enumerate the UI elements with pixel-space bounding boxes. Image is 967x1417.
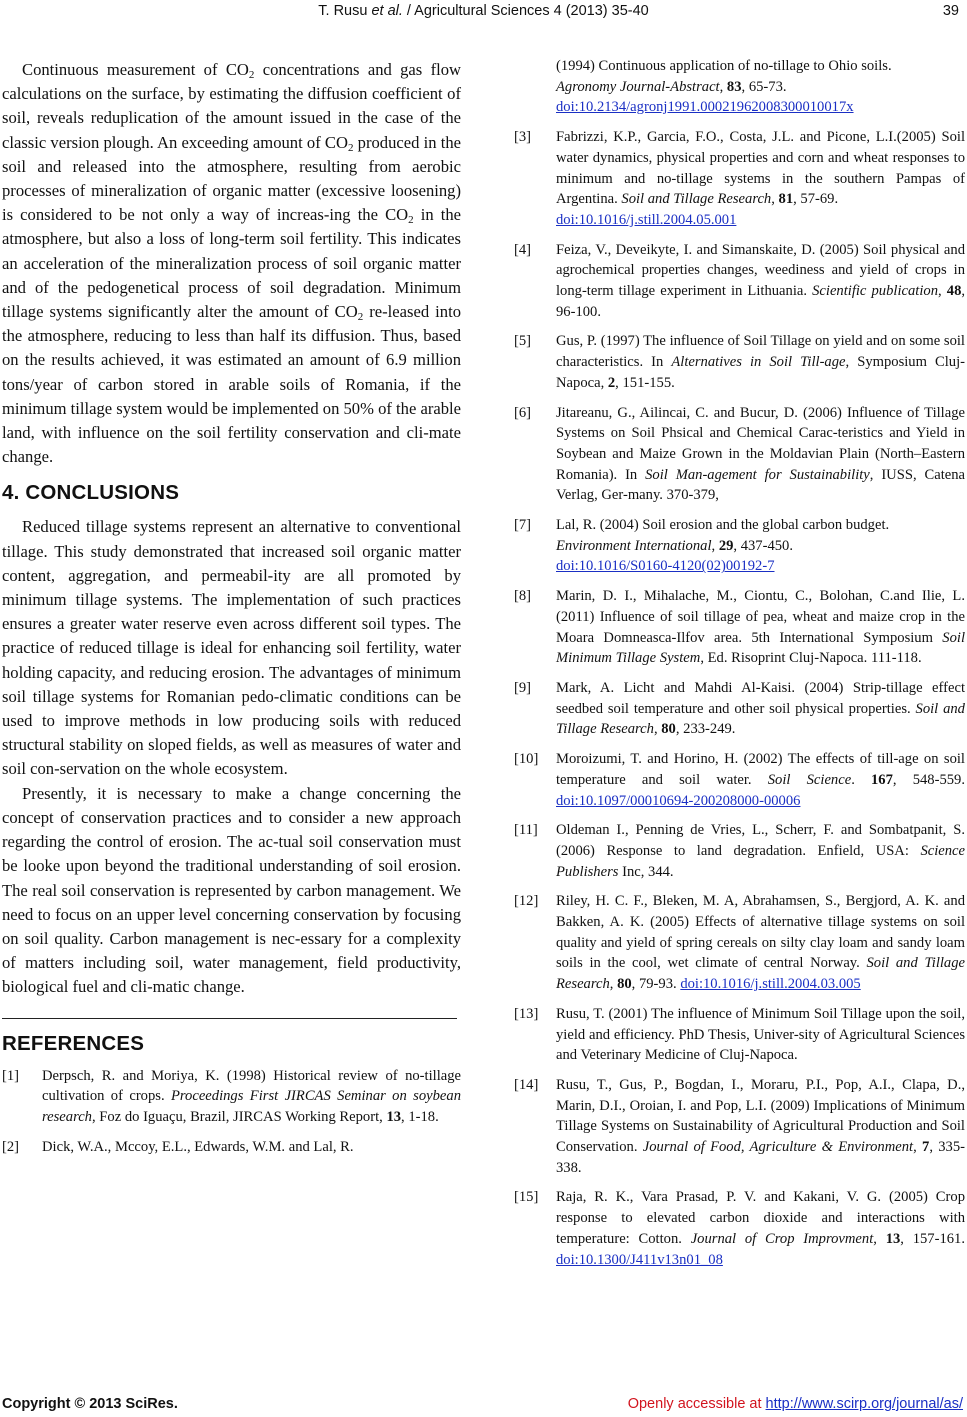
reference-source: Soil Minimum Tillage System	[556, 629, 965, 667]
subscript: 2	[408, 214, 414, 227]
open-access-notice	[628, 1396, 963, 1412]
section-divider	[2, 1018, 457, 1019]
running-header	[0, 0, 967, 26]
doi-link[interactable]: doi:10.1097/00010694-200208000-00006	[556, 792, 801, 809]
doi-link[interactable]: doi:10.1016/j.still.2004.03.005	[680, 976, 861, 993]
doi-link[interactable]: doi:10.1300/J411v13n01_08	[556, 1251, 723, 1268]
reference-number: [1]	[2, 1067, 20, 1084]
reference-item	[514, 586, 965, 669]
reference-source: Soil and Tillage Research	[621, 191, 772, 208]
reference-pages: , 157-161.	[900, 1230, 966, 1247]
reference-authors: Fabrizzi, K.P., Garcia, F.O., Costa, J.L. and Picone, L.I.(2005) Soil water dynamics, physical properties and corn and wheat responses to minimum and no-tillage systems in the southern Pampas of Argentina.	[556, 129, 965, 208]
text-run: concentrations and gas flow calculations on the surface, by estimating the diffusion coefficient of soil, reveals reduplication of the amount issued in the case of the classic version plough. An exceeding amount of CO	[2, 60, 461, 152]
reference-number: [12]	[514, 893, 539, 910]
reference-number: [15]	[514, 1189, 539, 1206]
doi-link[interactable]: doi:10.2134/agronj1991.00021962008300010017x	[556, 99, 854, 116]
reference-item	[514, 331, 965, 393]
reference-separator: .	[851, 771, 871, 788]
reference-pages: , 335-338.	[556, 1139, 965, 1176]
reference-item	[514, 127, 965, 231]
reference-pages: , 65-73.	[741, 78, 787, 95]
reference-number: [7]	[514, 517, 532, 534]
reference-authors: Gus, P. (1997) The influence of Soil Tillage on yield and on some soil characteristics. In	[556, 333, 965, 371]
reference-authors: Oldeman I., Penning de Vries, L., Scherr, F. and Sombatpanit, S. (2006) Response to land degradation. Enfield, USA:	[556, 822, 965, 859]
reference-item	[514, 891, 965, 995]
reference-volume: 80	[661, 721, 676, 738]
reference-source: Proceedings First JIRCAS Seminar on soybean research	[42, 1088, 461, 1125]
reference-item	[514, 678, 965, 740]
references-heading: REFERENCES	[2, 1031, 145, 1055]
reference-pages: , 96-100.	[556, 283, 966, 320]
reference-source: Soil Science	[767, 771, 852, 788]
open-access-label: Openly accessible at	[627, 1396, 766, 1412]
reference-item-continued	[514, 56, 965, 118]
reference-authors: Rusu, T., Gus, P., Bogdan, I., Moraru, P.I., Pop, A.I., Clapa, D., Marin, D.I., Oroian, I. and Pop, L.I. (2009) Implications of Minimum Tillage Systems on Sustainability of Agricultural Production and Soil Conservation.	[556, 1076, 965, 1156]
running-head-etal: et al.	[371, 3, 403, 19]
conclusions-heading: 4. CONCLUSIONS	[2, 481, 180, 505]
reference-item	[514, 820, 965, 882]
reference-pages: , 233-249.	[675, 721, 736, 738]
text-run: re-leased into the atmosphere, reducing to less than half its diffusion. Thus, based on the results achieved, it was estimated an amount of 6.9 million tons/year of carbon stored in arable soils of Romania, if the minimum tillage system would be implemented on 50% of the arable land, with influence on the soil fertility conservation and cli-mate change.	[2, 302, 461, 467]
reference-number: [3]	[514, 129, 532, 146]
doi-link[interactable]: doi:10.1016/S0160-4120(02)00192-7	[556, 558, 775, 575]
reference-source: Environment International	[556, 537, 712, 554]
reference-number: [11]	[514, 822, 538, 839]
reference-volume: 13	[885, 1230, 901, 1247]
reference-text	[556, 749, 965, 811]
right-column	[514, 56, 965, 1279]
reference-item	[514, 749, 965, 811]
reference-authors: Marin, D. I., Mihalache, M., Ciontu, C., Bolohan, C.and Ilie, L. (2011) Influence of soil tillage of pea, wheat and maize crop in the Moara Domneasca-Ilfov area. 5th International Symposium	[556, 588, 965, 646]
doi-link[interactable]: doi:10.1016/j.still.2004.05.001	[556, 211, 737, 228]
reference-source: Soil Man-agement for Sustainability	[645, 466, 870, 483]
reference-tail: , Foz do Iguaçu, Brazil, JIRCAS Working Report,	[91, 1108, 387, 1125]
reference-tail: , Symposium Cluj-Napoca,	[556, 354, 966, 391]
page-number: 39	[942, 3, 959, 19]
reference-source: Soil and Tillage Research	[556, 955, 965, 993]
reference-number: [13]	[514, 1005, 539, 1022]
left-column	[2, 58, 461, 1157]
reference-text: Raja, R. K., Vara Prasad, P. V. and Kakani, V. G. (2005) Crop response to elevated carbon dioxide and interactions with temperature: Cotton. Journal of Crop Improvment, 13, 157-161. doi:10.1300/J411v13n01_08	[556, 1189, 966, 1268]
reference-pages: , 151-155.	[615, 374, 675, 391]
reference-source: Scientific publication	[812, 283, 938, 300]
reference-authors: Feiza, V., Deveikyte, I. and Simanskaite, D. (2005) Soil physical and agrochemical properties changes, weediness and yield of crops in long-term tillage experiment in Lithuania.	[556, 241, 965, 300]
reference-volume: 83	[726, 78, 742, 95]
reference-number: [2]	[2, 1138, 20, 1155]
reference-text: Lal, R. (2004) Soil erosion and the global carbon budget. Environment International, 29, 437-450. doi:10.1016/S0160-4120(02)00192-7	[556, 517, 890, 575]
reference-number: [5]	[514, 333, 532, 350]
reference-text: (1994) Continuous application of no-tillage to Ohio soils. Agronomy Journal-Abstract, 83, 65-73. doi:10.2134/agronj1991.00021962008300010017x	[556, 58, 892, 116]
reference-text: Riley, H. C. F., Bleken, M. A, Abrahamsen, S., Bergjord, A. K. and Bakken, A. K. (2005) Effects of alternative tillage systems on soil quality and yield of spring cereals on silty clay loam and sandy loam soils in the cool, wet climate of central Norway. Soil and Tillage Research, 80, 79-93. doi:10.1016/j.still.2004.03.005	[556, 893, 965, 993]
reference-authors: Raja, R. K., Vara Prasad, P. V. and Kakani, V. G. (2005) Crop response to elevated carbon dioxide and interactions with temperature: Cotton.	[556, 1189, 965, 1247]
text-run: Continuous measurement of CO	[22, 60, 249, 79]
running-head	[0, 3, 967, 19]
copyright-notice: Copyright © 2013 SciRes.	[2, 1396, 178, 1412]
reference-item	[514, 515, 965, 577]
reference-number-spacer	[514, 56, 556, 118]
reference-item	[514, 1187, 965, 1270]
reference-text	[556, 331, 965, 393]
reference-text	[556, 586, 965, 669]
reference-text: Feiza, V., Deveikyte, I. and Simanskaite, D. (2005) Soil physical and agrochemical properties changes, weediness and yield of crops in long-term tillage experiment in Lithuania. Scientific publication, 48, 96-100.	[556, 241, 966, 320]
subscript: 2	[248, 69, 255, 81]
reference-text	[556, 403, 965, 507]
reference-item	[514, 240, 965, 323]
reference-volume: 81	[778, 191, 794, 208]
reference-source: Agronomy Journal-Abstract	[556, 78, 720, 95]
reference-authors: Lal, R. (2004) Soil erosion and the global carbon budget.	[556, 517, 890, 534]
reference-authors: Jitareanu, G., Ailincai, C. and Bucur, D. (2006) Influence of Tillage Systems on Soil Phsical and Chemical Carac-teristics and Yield in Soybean and Maize Grown in the Moldavian Plain (North–Eastern Romania). In	[556, 404, 965, 483]
reference-item	[2, 1137, 461, 1158]
body-paragraph	[2, 58, 461, 469]
reference-text	[556, 820, 965, 882]
reference-volume: 2	[607, 374, 616, 391]
reference-number: [8]	[514, 588, 532, 605]
reference-volume: 7	[922, 1139, 930, 1156]
reference-source: Soil and Tillage Research	[556, 700, 965, 738]
reference-authors: (1994) Continuous application of no-tillage to Ohio soils.	[556, 58, 892, 74]
reference-text: Rusu, T. (2001) The influence of Minimum Soil Tillage upon the soil, yield and efficiency. PhD Thesis, Univer-sity of Agricultural Sciences and Veterinary Medicine of Cluj-Napoca.	[556, 1005, 965, 1064]
subscript: 2	[357, 311, 364, 324]
reference-item	[514, 1075, 965, 1179]
conclusions-paragraph-1: Reduced tillage systems represent an alternative to conventional tillage. This study demonstrated that increased soil organic matter content, aggregation, and permeabil-ity are all promoted by minimum tillage systems. The implementation of such practices ensures a greater water reserve even across different soil types. The practice of reduced tillage is ideal for enhancing soil fertility, water holding capacity, and reducing erosion. The advantages of minimum soil tillage systems for Romanian pedo-climatic conditions can be used to improve methods in low producing soils with reduced structural stability on sloped fields, as well as measures of water and soil con-servation on the whole ecosystem.	[2, 517, 461, 779]
reference-source: Science Publishers	[556, 842, 965, 880]
reference-authors: Moroizumi, T. and Horino, H. (2002) The effects of till-age on soil temperature and soil water.	[556, 751, 965, 788]
reference-tail: , IUSS, Catena Verlag, Ger-many. 370-379,	[556, 466, 965, 504]
subscript: 2	[347, 141, 354, 154]
reference-source: Journal of Food, Agriculture & Environment	[642, 1139, 914, 1156]
journal-url-link[interactable]: http://www.scirp.org/journal/as/	[765, 1396, 963, 1412]
reference-source: Alternatives in Soil Till-age	[671, 354, 846, 371]
reference-text: Mark, A. Licht and Mahdi Al-Kaisi. (2004) Strip-tillage effect seedbed soil temperature and other soil physical properties. Soil and Tillage Research, 80, 233-249.	[556, 679, 965, 738]
reference-authors: Derpsch, R. and Moriya, K. (1998) Historical review of no-tillage cultivation of crops.	[42, 1067, 461, 1105]
reference-source: Journal of Crop Improvment	[690, 1230, 874, 1247]
text-run: produced in the soil and released into the atmosphere, resulting from aerobic processes of mineralization of organic matter (excessive loosening) is considered to be not only a way of increas-ing the CO	[2, 132, 461, 225]
reference-authors: Mark, A. Licht and Mahdi Al-Kaisi. (2004) Strip-tillage effect seedbed soil temperature and other soil physical properties.	[556, 679, 965, 717]
reference-text: Fabrizzi, K.P., Garcia, F.O., Costa, J.L. and Picone, L.I.(2005) Soil water dynamics, physical properties and corn and wheat responses to minimum and no-tillage systems in the southern Pampas of Argentina. Soil and Tillage Research, 81, 57-69. doi:10.1016/j.still.2004.05.001	[556, 129, 965, 228]
reference-pages: , 437-450.	[733, 537, 793, 554]
reference-number: [14]	[514, 1076, 539, 1093]
reference-pages: , 1-18.	[401, 1108, 439, 1125]
reference-authors: Riley, H. C. F., Bleken, M. A, Abrahamsen, S., Bergjord, A. K. and Bakken, A. K. (2005) Effects of alternative tillage systems on soil quality and yield of spring cereals on silty clay loam and sandy loam soils in the cool, wet climate of central Norway.	[556, 893, 965, 972]
reference-number: [6]	[514, 404, 532, 421]
reference-item	[2, 1066, 461, 1128]
reference-pages: , 57-69.	[793, 191, 839, 208]
reference-pages: , 79-93.	[631, 976, 681, 993]
reference-tail: , Ed. Risoprint Cluj-Napoca. 111-118.	[700, 650, 922, 667]
text-run: in the atmosphere, but also a loss of long-term soil fertility. This indicates an acceleration of the mineralization process of soil organic matter and of the pedogenetical process of soil degradation. Minimum tillage systems significantly alter the amount of CO	[2, 205, 461, 322]
running-head-author: T. Rusu	[318, 3, 372, 19]
reference-volume: 29	[718, 537, 734, 554]
reference-tail: Inc, 344.	[618, 863, 674, 880]
reference-volume: 48	[946, 283, 962, 300]
reference-volume: 13	[386, 1108, 402, 1125]
reference-text	[42, 1066, 461, 1128]
reference-item	[514, 403, 965, 507]
reference-volume: 167	[871, 771, 893, 788]
reference-authors: Dick, W.A., Mccoy, E.L., Edwards, W.M. and Lal, R.	[42, 1138, 354, 1155]
reference-number: [4]	[514, 241, 532, 258]
reference-number: [9]	[514, 679, 532, 696]
conclusions-paragraph-2: Presently, it is necessary to make a change concerning the concept of conservation practices and to consider a new approach regarding the control of erosion. The ac-tual soil conservation must be looke upon beyond the traditional understanding of soil erosion. The real soil conservation is represented by carbon management. We need to focus on an upper level concerning conservation by focusing on soil quality. Carbon management is nec-essary for a complexity of matters including soil, water management, field productivity, biological fuel and cli-matic change.	[2, 783, 461, 997]
reference-pages: , 548-559.	[892, 771, 965, 788]
reference-number: [10]	[514, 751, 539, 768]
reference-item	[514, 1004, 965, 1066]
running-head-journal: / Agricultural Sciences 4 (2013) 35-40	[402, 3, 649, 19]
reference-volume: 80	[617, 976, 632, 993]
reference-text: Rusu, T., Gus, P., Bogdan, I., Moraru, P.I., Pop, A.I., Clapa, D., Marin, D.I., Oroian, I. and Pop, L.I. (2009) Implications of Minimum Tillage Systems on Sustainability of Agricultural Production and Soil Conservation. Journal of Food, Agriculture & Environment, 7, 335-338.	[556, 1076, 965, 1176]
